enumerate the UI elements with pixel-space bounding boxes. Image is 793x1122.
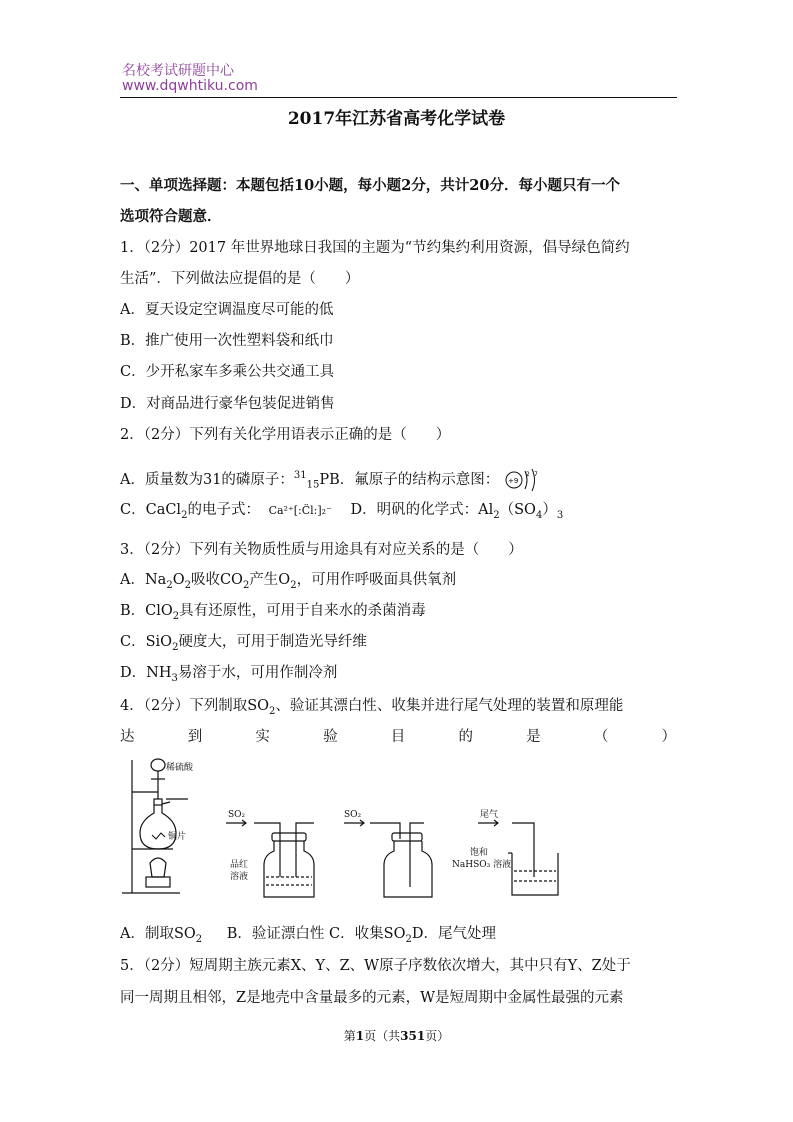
q4-option-b: B．验证漂白性 bbox=[226, 926, 325, 942]
nahso3-label: NaHSO₃ 溶液 bbox=[452, 860, 512, 870]
svg-text:7: 7 bbox=[533, 470, 538, 478]
footer-total-pages: 351 bbox=[400, 1029, 426, 1043]
q3-c-t0: C．SiO bbox=[120, 634, 173, 650]
q3-option-a bbox=[120, 570, 456, 596]
q2-option-d-prefix: D．明矾的化学式：Al bbox=[350, 502, 494, 518]
so2-label-2: SO₂ bbox=[344, 810, 362, 820]
header-divider bbox=[120, 97, 677, 98]
q3-stem: 3．（2分）下列有关物质性质与用途具有对应关系的是（ ） bbox=[120, 542, 523, 558]
q2-option-d-sub3: 3 bbox=[556, 509, 564, 521]
q3-a-s1: 2 bbox=[166, 579, 173, 591]
q2-electron-formula: Ca²⁺[:C̈l:]₂⁻ bbox=[268, 504, 332, 517]
weiqi-label: 尾气 bbox=[480, 810, 499, 820]
q4-option-c-sub: 2 bbox=[405, 933, 412, 945]
q3-b-s1: 2 bbox=[172, 610, 180, 622]
q4-stem-b: 、验证其漂白性、收集并进行尾气处理的装置和原理能 bbox=[275, 698, 624, 714]
q2-option-c-d bbox=[120, 500, 563, 526]
apparatus-diagram bbox=[118, 757, 568, 902]
q4-word: 的 bbox=[458, 729, 473, 745]
q3-a-t6: 产生O bbox=[249, 572, 291, 588]
page-title: 2017年江苏省高考化学试卷 bbox=[287, 109, 506, 129]
q4-word: 到 bbox=[187, 729, 203, 745]
baohe-label: 饱和 bbox=[470, 848, 489, 858]
q4-word: （ bbox=[593, 729, 609, 745]
section-heading-line1: 一、单项选择题：本题包括10小题，每小题2分，共计20分．每小题只有一个 bbox=[120, 177, 620, 194]
footer-page-number: 1 bbox=[355, 1029, 365, 1043]
q2-option-b-prefix: B．氟原子的结构示意图： bbox=[329, 471, 500, 488]
so2-label-1: SO₂ bbox=[228, 810, 246, 820]
q2-element-symbol: P bbox=[319, 471, 330, 488]
q3-b-t0: B．ClO bbox=[120, 603, 173, 619]
acid-label: 稀硫酸 bbox=[166, 763, 194, 773]
q1-option-d: D．对商品进行豪华包装促进销售 bbox=[120, 396, 335, 412]
q4-word: 达 bbox=[120, 729, 135, 745]
q5-stem-line1: 5．（2分）短周期主族元素X、Y、Z、W原子序数依次增大，其中只有Y、Z处于 bbox=[120, 958, 631, 974]
q3-option-c bbox=[120, 632, 367, 658]
q3-option-b bbox=[120, 601, 426, 627]
q3-option-d bbox=[120, 663, 337, 689]
q3-a-t4: 吸收CO bbox=[190, 572, 243, 588]
apparatus-b-bottle bbox=[226, 820, 314, 897]
q4-option-a-sub: 2 bbox=[195, 933, 203, 945]
q2-stem: 2．（2分）下列有关化学用语表示正确的是（ ） bbox=[120, 427, 451, 443]
q2-option-c-prefix: C．CaCl bbox=[120, 502, 182, 518]
q3-c-s1: 2 bbox=[172, 641, 179, 653]
q3-d-s1: 3 bbox=[171, 672, 178, 684]
q2-option-d-end: ） bbox=[542, 502, 557, 518]
q3-c-t2: 硬度大，可用于制造光导纤维 bbox=[178, 634, 367, 650]
q4-word: 实 bbox=[255, 729, 270, 745]
q1-option-c: C．少开私家车多乘公共交通工具 bbox=[120, 364, 335, 380]
q4-word: 目 bbox=[390, 729, 406, 745]
footer-mid: 页（共 bbox=[364, 1029, 401, 1043]
pinhong-label: 品红 bbox=[230, 860, 249, 870]
q3-a-s3: 2 bbox=[184, 579, 191, 591]
q4-word: 验 bbox=[323, 729, 338, 745]
q2-option-d-sub1: 2 bbox=[493, 509, 500, 521]
q2-option-d-sub2: 4 bbox=[535, 509, 543, 521]
q2-option-a-prefix: A．质量数为31的磷原子： bbox=[120, 471, 294, 488]
q3-a-t0: A．Na bbox=[120, 572, 167, 588]
q1-option-a: A．夏天设定空调温度尽可能的低 bbox=[120, 302, 334, 318]
header-site-name: 名校考试研题中心 bbox=[122, 63, 234, 79]
apparatus-d-beaker bbox=[478, 820, 558, 895]
q4-option-d: D．尾气处理 bbox=[411, 926, 496, 942]
q1-option-b: B．推广使用一次性塑料袋和纸巾 bbox=[120, 333, 334, 349]
q3-a-t2: O bbox=[172, 572, 185, 588]
q4-option-c: C．收集SO bbox=[329, 926, 406, 942]
q2-option-c-suffix: 的电子式： bbox=[187, 502, 260, 518]
q1-stem-line2: 生活”．下列做法应提倡的是（ ） bbox=[120, 271, 360, 287]
q3-b-t2: 具有还原性，可用于自来水的杀菌消毒 bbox=[179, 603, 426, 619]
q2-option-a-b bbox=[120, 466, 544, 496]
q4-apparatus-figure bbox=[118, 757, 568, 902]
q4-option-a: A．制取SO bbox=[120, 926, 196, 942]
q3-a-s5: 2 bbox=[242, 579, 250, 591]
q2-option-c-sub: 2 bbox=[181, 509, 188, 521]
q4-stem-sub: 2 bbox=[269, 705, 276, 717]
footer-suffix: 页） bbox=[425, 1029, 450, 1043]
q3-d-t0: D．NH bbox=[120, 665, 172, 681]
copper-label: 铜片 bbox=[168, 832, 187, 842]
footer-prefix: 第 bbox=[343, 1029, 356, 1043]
rongye-label: 溶液 bbox=[230, 872, 249, 882]
q3-a-s7: 2 bbox=[290, 579, 297, 591]
q4-stem-line1 bbox=[120, 696, 623, 722]
q1-stem-line1: 1．（2分）2017 年世界地球日我国的主题为“节约集约利用资源，倡导绿色简约 bbox=[120, 240, 630, 256]
header-site-url[interactable]: www.dqwhtiku.com bbox=[122, 78, 258, 94]
fluorine-atom-diagram-icon bbox=[504, 467, 544, 493]
q2-mass-number: 31 bbox=[293, 470, 307, 481]
q2-atomic-number: 15 bbox=[306, 479, 320, 491]
q4-word: ） bbox=[661, 729, 676, 745]
q4-stem-line2 bbox=[120, 727, 676, 747]
apparatus-c-bottle bbox=[344, 820, 432, 897]
q3-d-t2: 易溶于水，可用作制冷剂 bbox=[177, 665, 338, 681]
q3-a-t8: ，可用作呼吸面具供氧剂 bbox=[296, 572, 457, 588]
q4-word: 是 bbox=[526, 729, 541, 745]
q4-options bbox=[120, 924, 496, 950]
svg-text:2: 2 bbox=[525, 470, 530, 478]
q4-stem-a: 4．（2分）下列制取SO bbox=[120, 698, 270, 714]
section-heading-line2: 选项符合题意． bbox=[120, 208, 222, 225]
page-footer bbox=[0, 1027, 793, 1044]
q5-stem-line2: 同一周期且相邻，Z是地壳中含量最多的元素，W是短周期中金属性最强的元素 bbox=[120, 990, 624, 1006]
apparatus-a-generator bbox=[122, 759, 188, 893]
q2-option-d-mid: （SO bbox=[499, 502, 536, 518]
svg-text:+9: +9 bbox=[507, 476, 519, 485]
